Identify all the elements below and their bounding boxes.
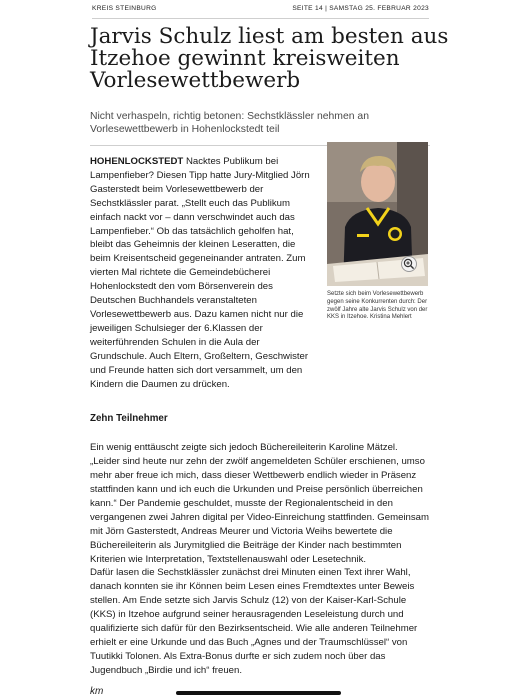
lead-paragraph <box>90 155 318 391</box>
page-header <box>92 4 429 19</box>
article-subheadline: Nicht verhaspeln, richtig betonen: Sechstklässler nehmen an Vorlesewettbewerb in Hohenlockstedt teil <box>90 111 369 135</box>
body-paragraph: Ein wenig enttäuscht zeigte sich jedoch Büchereileiterin Karoline Mätzel. „Leider sind heute nur zehn der zwölf angemeldeten Schüler erschienen, umso mehr aber freue ich mich, dass dieser Wettbewerb endlich wieder in Präsenz stattfinden kann und ich euch die Urkunden und Preise persönlich überreichen kann.“ Der Pandemie geschuldet, musste der Regionalentscheid in den vergangenen zwei Jahren digital per Video-Einreichung stattfinden. Gemeinsam mit Jörn Gasterstedt, Andreas Meurer und Victoria Weihs bewertete die Büchereileiterin als Jurymitglied die Beiträge der Kinder nach bestimmten Kriterien wie Interpretation, Textstellenauswahl oder Lesetechnik. <box>90 442 430 565</box>
lead-column <box>90 155 318 391</box>
section-heading: Zehn Teilnehmer <box>90 413 168 425</box>
article-body <box>90 155 430 678</box>
page-date: SEITE 14 | SAMSTAG 25. FEBRUAR 2023 <box>292 5 429 12</box>
body-paragraph: Dafür lasen die Sechstklässler zunächst drei Minuten einen Text ihrer Wahl, danach konnten sie ihr Können beim Lesen eines Fremdtextes unter Beweis stellen. Am Ende setzte sich Jarvis Schulz (12) von der Kaiser-Karl-Schule (KKS) in Itzehoe aufgrund seiner herausragenden Leseleistung durch und qualifizierte sich dafür für den Bezirksentscheid. Wie alle anderen Teilnehmer erhielt er eine Urkunde und das Buch „Agnes und der Traumschlüssel“ von Tuutikki Tolonen. Als Extra-Bonus durfte er sich zudem noch über das Jugendbuch „Birdie und ich“ freuen. <box>90 567 418 676</box>
section-label: KREIS STEINBURG <box>92 5 157 12</box>
dateline: HOHENLOCKSTEDT <box>90 156 184 167</box>
home-indicator[interactable] <box>176 691 341 695</box>
author-initials: km <box>90 686 104 697</box>
photo-caption: Setzte sich beim Vorlesewettbewerb gegen seine Konkurrenten durch: Der zwölf Jahre alte Jarvis Schulz von der KKS in Itzehoe. Kristina Mehlert <box>327 291 428 321</box>
article-headline: Jarvis Schulz liest am besten aus Itzehoe gewinnt kreisweiten Vorlesewettbewerb <box>90 24 449 93</box>
lead-text: Nacktes Publikum bei Lampenfieber? Diesen Tipp hatte Jury-Mitglied Jörn Gasterstedt beim Vorlesewettbewerb der Sechstklässler parat. „Stellt euch das Publikum einfach nackt vor – dann verschwindet auch das Lampenfieber.“ Ob das tatsächlich geholfen hat, bleibt das Geheimnis der kleinen Leseratten, die beim Kreisentscheid gegeneinander antraten. Zum vierten Mal richtete die Gemeindebücherei Hohenlockstedt den vom Börsenverein des Deutschen Buchhandels veranstalteten Vorlesewettbewerb aus. Dazu kamen nicht nur die jeweiligen Schulsieger der 6.Klassen der weiterführenden Schulen in die Aula der Grundschule. Auch Eltern, Großeltern, Geschwister und Freunde hatten sich dort versammelt, um den Kindern die Daumen zu drücken. <box>90 156 310 390</box>
